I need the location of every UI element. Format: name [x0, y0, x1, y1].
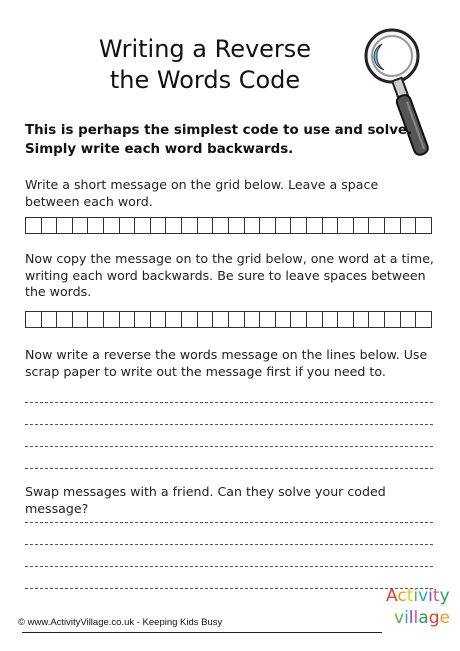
grid-cell[interactable]	[338, 312, 354, 327]
grid-cell[interactable]	[88, 312, 104, 327]
grid-cell[interactable]	[276, 218, 292, 233]
logo-word-village	[394, 608, 450, 628]
writing-line[interactable]	[25, 522, 433, 523]
grid-cell[interactable]	[416, 218, 431, 233]
grid-cell[interactable]	[151, 218, 167, 233]
instruction-3: Now write a reverse the words message on the lines below. Use scrap paper to write out the message first if you need to.	[25, 347, 428, 379]
grid-cell[interactable]	[245, 218, 261, 233]
grid-cell[interactable]	[73, 312, 89, 327]
logo-letter: t	[432, 586, 440, 606]
grid-cell[interactable]	[307, 218, 323, 233]
grid-cell[interactable]	[57, 218, 73, 233]
grid-cell[interactable]	[42, 312, 58, 327]
grid-cell[interactable]	[291, 218, 307, 233]
writing-line[interactable]	[25, 424, 433, 425]
logo-letter: t	[406, 586, 414, 606]
grid-cell[interactable]	[369, 312, 385, 327]
grid-cell[interactable]	[260, 312, 276, 327]
instruction-4: Swap messages with a friend. Can they solve your coded message?	[25, 484, 386, 516]
grid-cell[interactable]	[229, 218, 245, 233]
grid-cell[interactable]	[26, 312, 42, 327]
grid-cell[interactable]	[354, 312, 370, 327]
grid-cell[interactable]	[323, 312, 339, 327]
activity-village-logo	[386, 586, 452, 642]
logo-letter: i	[404, 608, 409, 628]
intro-text	[25, 121, 435, 159]
grid-cell[interactable]	[166, 312, 182, 327]
grid-cell[interactable]	[198, 312, 214, 327]
logo-letter: i	[428, 586, 433, 606]
grid-cell[interactable]	[182, 312, 198, 327]
title-line-2: the Words Code	[109, 66, 301, 94]
grid-cell[interactable]	[104, 218, 120, 233]
writing-line[interactable]	[25, 468, 433, 469]
worksheet-title	[60, 34, 350, 96]
grid-cell[interactable]	[245, 312, 261, 327]
grid-cell[interactable]	[354, 218, 370, 233]
logo-letter: a	[418, 608, 429, 628]
grid-cell[interactable]	[385, 218, 401, 233]
grid-cell[interactable]	[213, 218, 229, 233]
grid-cell[interactable]	[338, 218, 354, 233]
grid-cell[interactable]	[120, 218, 136, 233]
grid-cell[interactable]	[401, 218, 417, 233]
logo-letter: A	[386, 586, 398, 606]
copyright-footer: © www.ActivityVillage.co.uk - Keeping Kids Busy	[18, 617, 223, 628]
writing-line[interactable]	[25, 446, 433, 447]
letter-grid-reversed[interactable]	[25, 311, 432, 328]
logo-letter: g	[428, 608, 440, 628]
grid-cell[interactable]	[416, 312, 431, 327]
grid-cell[interactable]	[198, 218, 214, 233]
intro-line-1: This is perhaps the simplest code to use and solve.	[25, 123, 413, 138]
grid-cell[interactable]	[104, 312, 120, 327]
writing-line[interactable]	[25, 566, 433, 567]
logo-word-activity	[386, 586, 450, 606]
grid-cell[interactable]	[182, 218, 198, 233]
grid-cell[interactable]	[369, 218, 385, 233]
logo-letter: i	[413, 586, 419, 606]
grid-cell[interactable]	[135, 218, 151, 233]
grid-cell[interactable]	[73, 218, 89, 233]
intro-line-2: Simply write each word backwards.	[25, 142, 294, 157]
writing-line[interactable]	[25, 588, 433, 589]
grid-cell[interactable]	[307, 312, 323, 327]
logo-letter: y	[439, 586, 450, 606]
grid-cell[interactable]	[276, 312, 292, 327]
instruction-2: Now copy the message on to the grid below, one word at a time, writing each word backwards. Be sure to leave spaces between the words.	[25, 251, 434, 299]
grid-cell[interactable]	[151, 312, 167, 327]
logo-letter: c	[397, 586, 407, 606]
grid-cell[interactable]	[166, 218, 182, 233]
grid-cell[interactable]	[323, 218, 339, 233]
grid-cell[interactable]	[120, 312, 136, 327]
logo-letter: v	[394, 608, 405, 628]
footer-divider	[22, 632, 382, 633]
logo-letter: l	[413, 608, 419, 628]
grid-cell[interactable]	[135, 312, 151, 327]
instruction-1: Write a short message on the grid below. Leave a space between each word.	[25, 177, 379, 209]
writing-line[interactable]	[25, 544, 433, 545]
grid-cell[interactable]	[291, 312, 307, 327]
letter-grid-original[interactable]	[25, 217, 432, 234]
logo-letter: e	[439, 608, 450, 628]
grid-cell[interactable]	[229, 312, 245, 327]
grid-cell[interactable]	[213, 312, 229, 327]
logo-letter: v	[418, 586, 429, 606]
grid-cell[interactable]	[385, 312, 401, 327]
grid-cell[interactable]	[42, 218, 58, 233]
logo-letter: l	[408, 608, 414, 628]
grid-cell[interactable]	[401, 312, 417, 327]
writing-line[interactable]	[25, 402, 433, 403]
grid-cell[interactable]	[57, 312, 73, 327]
grid-cell[interactable]	[88, 218, 104, 233]
title-line-1: Writing a Reverse	[98, 35, 312, 63]
grid-cell[interactable]	[26, 218, 42, 233]
grid-cell[interactable]	[260, 218, 276, 233]
